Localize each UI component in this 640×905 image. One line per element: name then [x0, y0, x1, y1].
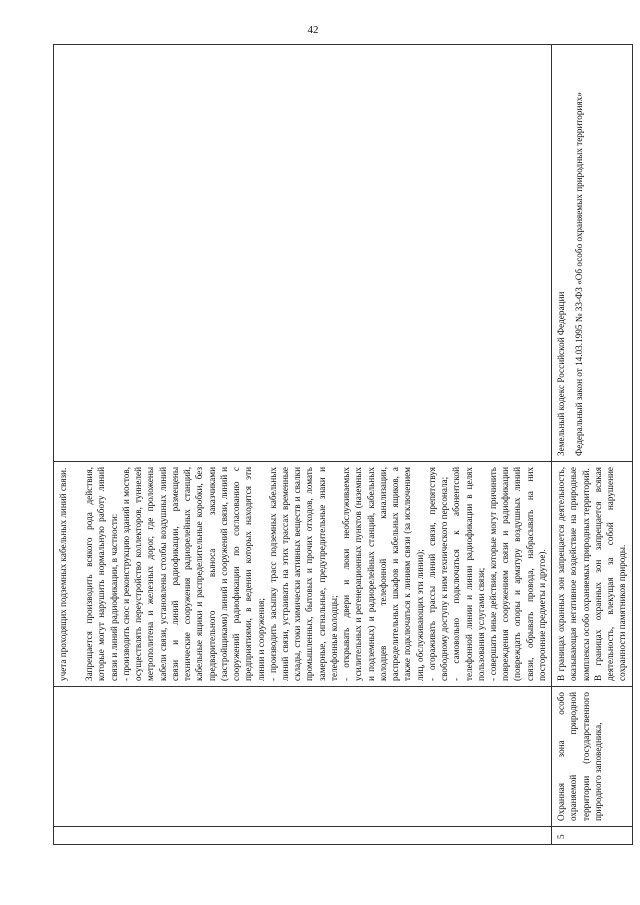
table-row-5: [552, 45, 632, 845]
rotated-document-table: [53, 45, 628, 845]
description-bullet: - открывать двери и люки необслуживаемых усилительных и регенерационных пунктов (наземных и подземных) и радиорелейных станций, кабельных колодцев телефонной канализации, распределительных шкафов и кабельных ящиков, а также подключаться к линиям связи (за исключением лиц, обслуживающих эти линии);: [341, 467, 425, 681]
page-number: 42: [307, 24, 319, 36]
cell-name-empty: [54, 687, 552, 827]
cell-zone-name: Охранная зона особо охраняемой природной территории (государственного природного заповедника,: [552, 687, 632, 827]
description-bullet: - совершать иные действия, которые могут причинить повреждения сооружениям связи и радиофикации (повреждать опоры и арматуру воздушных линий связи, обрывать провода, набрасывать на них посторонние предметы и другое).: [487, 467, 547, 681]
cell-number: 5: [552, 827, 632, 845]
law-reference: Земельный кодекс Российской Федерации: [556, 291, 567, 456]
cell-description: [54, 462, 552, 687]
description-bullet: - самовольно подключаться к абонентской телефонной линии и линии радиофикации в целях пользования услугами связи;: [451, 467, 486, 681]
cell-legal-basis-empty: [54, 45, 552, 462]
description-paragraph: Запрещается производить всякого рода действия, которые могут нарушить нормальную работу линий связи и линий радиофикации, в частности:: [84, 467, 119, 681]
cell-legal-basis: [552, 45, 632, 462]
cell-description: [552, 462, 632, 687]
description-bullet: - производить засыпку трасс подземных кабельных линий связи, устраивать на этих трассах временные склады, стоки химически активных веществ и свалки промышленных, бытовых и прочих отходов, ломать замерные, сигнальные, предупредительные знаки и телефонные колодцы;: [267, 467, 339, 681]
table-row-previous: [54, 45, 552, 845]
description-continuation: учета проходящих подземных кабельных линий связи.: [58, 467, 68, 681]
description-paragraph: В границах охранных зон запрещается всякая деятельность, влекущая за собой нарушение сохранности памятников природы.: [592, 467, 628, 681]
description-bullet: - производить снос и реконструкцию зданий и мостов, осуществлять переустройство коллекторов, туннелей метрополитена и железных дорог, где проложены кабели связи, установлены столбы воздушных линий связи и линий радиофикации, размещены технические сооружения радиорелейных станций, кабельные ящики и распределительные коробки, без предварительного выноса заказчиками (застройщиками) линий и сооружений связи, линий и сооружений радиофикации по согласованию с предприятиями, в ведении которых находятся эти линии и сооружения;: [120, 467, 266, 681]
description-paragraph: В границах охранных зон запрещается деятельность, оказывающая негативное воздействие на природные комплексы особо охраняемых природных территорий.: [556, 467, 591, 681]
description-bullet: - огораживать трассы линий связи, препятствуя свободному доступу к ним технического персонала;: [426, 467, 450, 681]
law-reference: Федеральный закон от 14.03.1995 № 33-ФЗ «Об особо охраняемых природных территориях»: [574, 92, 585, 456]
restrictions-table: [53, 44, 633, 845]
cell-number-empty: [54, 827, 552, 845]
